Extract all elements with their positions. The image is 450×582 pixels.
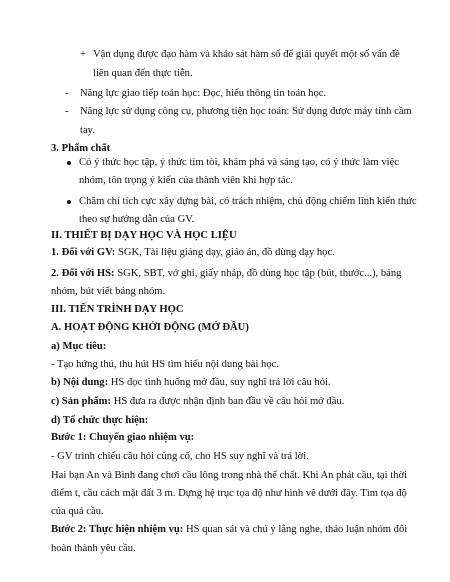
- text-line: Năng lực sử dụng công cụ, phương tiện học toán: Sử dụng được máy tính cầm: [80, 106, 412, 117]
- text-line: Năng lực giao tiếp toán học: Đọc, hiểu thông tin toán học.: [80, 88, 327, 99]
- text-line: liên quan đến thực tiễn.: [93, 68, 193, 79]
- bullet-dot-icon: [67, 161, 71, 165]
- label: c) Sản phẩm:: [51, 396, 112, 407]
- label: a) Mục tiêu:: [51, 341, 107, 352]
- text-line: Vận dụng được đạo hàm và khảo sát hàm số để giải quyết một số vấn đề: [93, 49, 400, 60]
- dash-marker: -: [65, 106, 69, 117]
- section-heading: II. THIẾT BỊ DẠY HỌC VÀ HỌC LIỆU: [51, 230, 237, 241]
- text-line: - GV trình chiếu câu hỏi củng cố, cho HS suy nghĩ và trả lời.: [51, 451, 309, 462]
- text-line: điểm t, cầu cách mặt đất 3 m. Dựng hệ trục tọa độ như hình vẽ dưới đây. Tìm tọa độ: [51, 488, 407, 499]
- text-line: nhóm, bút viết bảng nhóm.: [51, 286, 166, 297]
- section-heading: III. TIẾN TRÌNH DẠY HỌC: [51, 304, 184, 315]
- text-line: theo sự hướng dẫn của GV.: [79, 214, 195, 225]
- text-line: của quả cầu.: [51, 506, 104, 517]
- text-line: - Tạo hứng thú, thu hút HS tìm hiểu nội dung bài học.: [51, 359, 279, 370]
- text: HS đọc tình huống mở đầu, suy nghĩ trả lời câu hỏi.: [108, 377, 331, 388]
- label: Bước 1: Chuyển giao nhiệm vụ:: [51, 432, 195, 443]
- text-line: Có ý thức học tập, ý thức tìm tòi, khám phá và sáng tạo, có ý thức làm việc: [79, 157, 399, 168]
- plus-marker: +: [80, 49, 86, 60]
- text-line: nhóm, tôn trọng ý kiến của thành viên khi hợp tác.: [79, 175, 293, 186]
- text-line: [51, 245, 335, 260]
- text: SGK, SBT, vở ghi, giấy nháp, đồ dùng học tập (bút, thước...), bảng: [114, 268, 402, 279]
- label: d) Tổ chức thực hiện:: [51, 415, 149, 426]
- text: HS quan sát và chú ý lắng nghe, thảo luận nhóm đôi: [183, 524, 408, 535]
- label: Bước 2: Thực hiện nhiệm vụ:: [51, 524, 184, 535]
- dash-marker: -: [65, 88, 69, 99]
- bullet-dot-icon: [67, 200, 71, 204]
- text-line: [51, 522, 408, 537]
- text-line: [51, 375, 331, 390]
- text-line: tay.: [80, 125, 95, 136]
- text: HS đưa ra được nhận định ban đầu về câu hỏi mở đầu.: [111, 396, 345, 407]
- text-line: hoàn thành yêu cầu.: [51, 543, 136, 554]
- label: 1. Đối với GV:: [51, 247, 116, 258]
- text-line: Chăm chỉ tích cực xây dựng bài, có trách nhiệm, chủ động chiếm lĩnh kiến thức: [79, 196, 417, 207]
- label: 2. Đối với HS:: [51, 268, 115, 279]
- text-line: [51, 394, 344, 409]
- section-heading: 3. Phẩm chất: [51, 143, 111, 154]
- text-line: [51, 266, 402, 281]
- label: b) Nội dung:: [51, 377, 109, 388]
- text-line: Hai bạn An và Bình đang chơi cầu lông trong nhà thể chất. Khi An phát cầu, tại thời: [51, 470, 408, 481]
- text: SGK, Tài liệu giảng dạy, giáo án, đồ dùng dạy học.: [115, 247, 335, 258]
- section-heading: A. HOẠT ĐỘNG KHỞI ĐỘNG (MỞ ĐẦU): [51, 322, 249, 333]
